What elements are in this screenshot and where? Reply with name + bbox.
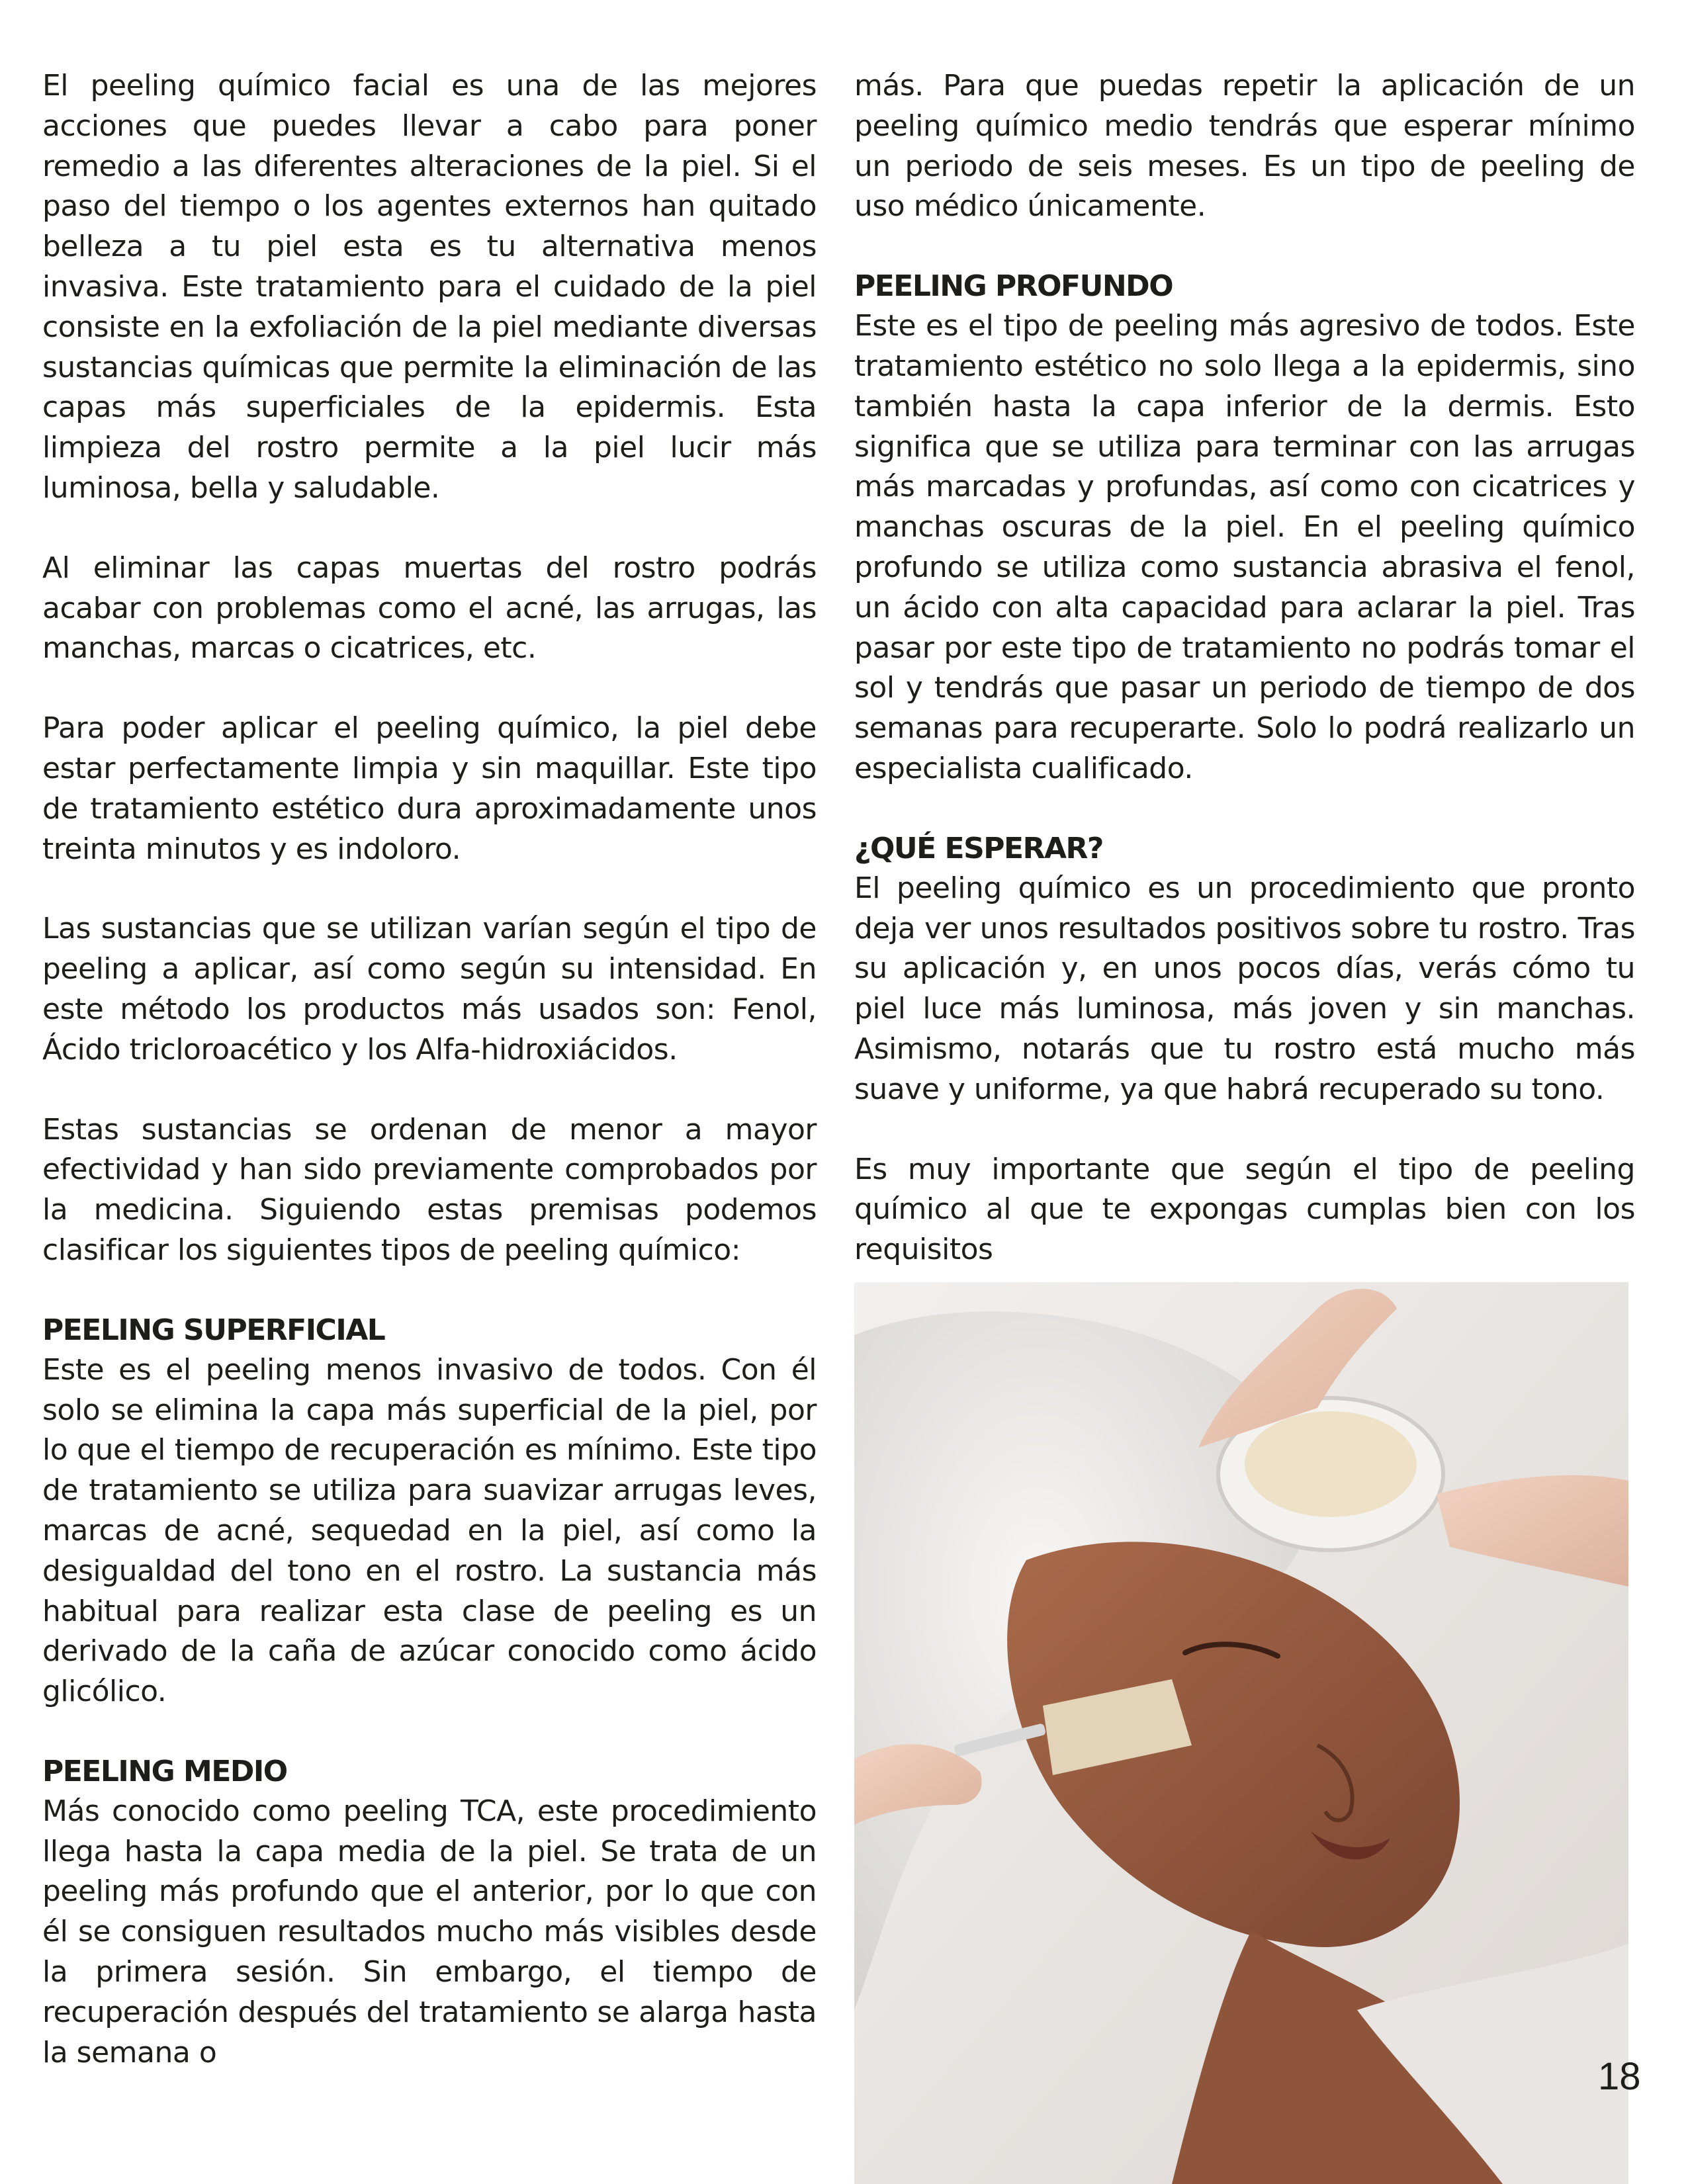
superficial-paragraph: Este es el peeling menos invasivo de todos. Con él solo se elimina la capa más superficial de la piel, por lo que el tiempo de recuperación es mínimo. Este tipo de tratamiento se utiliza para suavizar arrugas leves, marcas de acné, sequedad en la piel, así como la desigualdad del tono en el rostro. La sustancia más habitual para realizar esta clase de peeling es un derivado de la caña de azúcar conocido como ácido glicólico. — [42, 1352, 817, 1709]
facial-treatment-illustration — [854, 1282, 1628, 2184]
profundo-heading: PEELING PROFUNDO — [854, 269, 1173, 304]
medio-continued-paragraph: más. Para que puedas repetir la aplicación de un peeling químico medio tendrás que esperar mínimo un periodo de seis meses. Es un tipo de peeling de uso médico únicamente. — [854, 69, 1635, 224]
esperar-paragraph: El peeling químico es un procedimiento que pronto deja ver unos resultados positivos sobre tu rostro. Tras su aplicación y, en unos pocos días, verás cómo tu piel luce más luminosa, más joven y sin manchas. Asimismo, notarás que tu rostro está mucho más suave y uniforme, ya que habrá recuperado su tono. — [854, 871, 1635, 1106]
medio-paragraph: Más conocido como peeling TCA, este procedimiento llega hasta la capa media de la piel. Se trata de un peeling más profundo que el anterior, por lo que con él se consiguen resultados mucho más visibles desde la primera sesión. Sin embargo, el tiempo de recuperación después del tratamiento se alarga hasta la semana o — [42, 1794, 817, 2070]
final-paragraph: Es muy importante que según el tipo de peeling químico al que te expongas cumplas bien con los requisitos — [854, 1152, 1635, 1267]
right-column — [854, 66, 1635, 1310]
classification-paragraph: Estas sustancias se ordenan de menor a mayor efectividad y han sido previamente comprobados por la medicina. Siguiendo estas premisas podemos clasificar los siguientes tipos de peeling químico: — [42, 1112, 817, 1267]
superficial-heading: PEELING SUPERFICIAL — [42, 1313, 385, 1347]
dead-layers-paragraph: Al eliminar las capas muertas del rostro podrás acabar con problemas como el acné, las arrugas, las manchas, marcas o cicatrices, etc. — [42, 550, 817, 666]
intro-paragraph: El peeling químico facial es una de las mejores acciones que puedes llevar a cabo para poner remedio a las diferentes alteraciones de la piel. Si el paso del tiempo o los agentes externos han quitado belleza a tu piel esta es tu alternativa menos invasiva. Este tratamiento para el cuidado de la piel consiste en la exfoliación de la piel mediante diversas sustancias químicas que permite la eliminación de las capas más superficiales de la epidermis. Esta limpieza del rostro permite a la piel lucir más luminosa, bella y saludable. — [42, 69, 817, 505]
substances-paragraph: Las sustancias que se utilizan varían según el tipo de peeling a aplicar, así como según su intensidad. En este método los productos más usados son: Fenol, Ácido tricloroacético y los Alfa-hidroxiácidos. — [42, 912, 817, 1067]
application-paragraph: Para poder aplicar el peeling químico, la piel debe estar perfectamente limpia y sin maquillar. Este tipo de tratamiento estético dura aproximadamente unos treinta minutos y es indoloro. — [42, 711, 817, 866]
facial-treatment-photo — [854, 1282, 1628, 2184]
profundo-paragraph: Este es el tipo de peeling más agresivo de todos. Este tratamiento estético no solo llega a la epidermis, sino también hasta la capa inferior de la dermis. Esto significa que se utiliza para terminar con las arrugas más marcadas y profundas, así como con cicatrices y manchas oscuras de la piel. En el peeling químico profundo se utiliza como sustancia abrasiva el fenol, un ácido con alta capacidad para aclarar la piel. Tras pasar por este tipo de tratamiento no podrás tomar el sol y tendrás que pasar un periodo de tiempo de dos semanas para recuperarte. Solo lo podrá realizarlo un especialista cualificado. — [854, 309, 1635, 785]
page-number: 18 — [1598, 2055, 1641, 2098]
esperar-heading: ¿QUÉ ESPERAR? — [854, 831, 1103, 865]
medio-heading: PEELING MEDIO — [42, 1754, 287, 1788]
left-column — [42, 66, 817, 2113]
